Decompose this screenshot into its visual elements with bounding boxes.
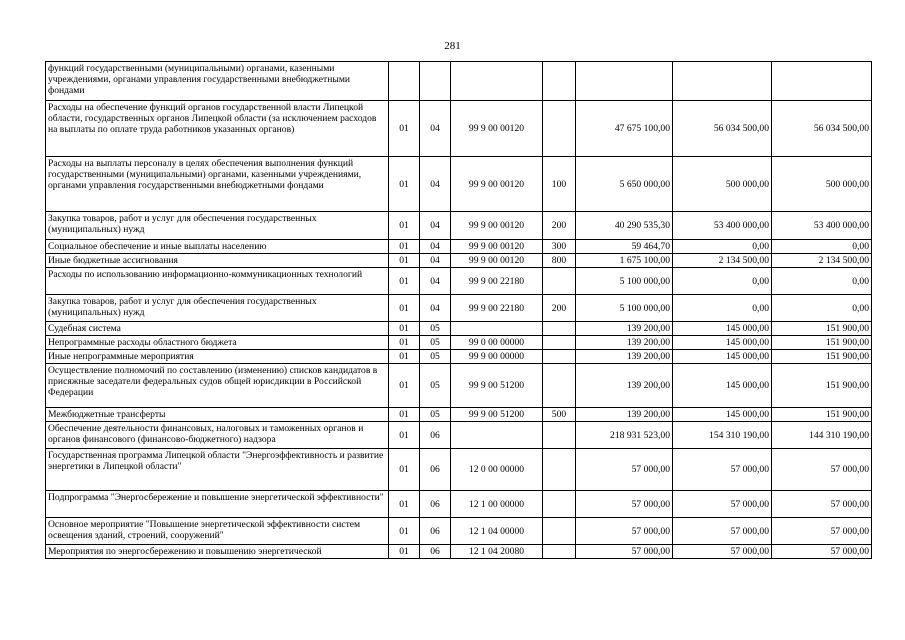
cell-rz: 01 <box>389 157 420 212</box>
table-row <box>46 518 872 545</box>
cell-name: функций государственными (муниципальными) органами, казенными учреждениями, органами управления государственными внебюджетными фондами <box>46 62 389 101</box>
cell-vr <box>543 268 576 295</box>
cell-y1: 57 000,00 <box>576 545 673 559</box>
cell-rz: 01 <box>389 295 420 322</box>
cell-y2: 56 034 500,00 <box>673 101 772 157</box>
cell-y1: 139 200,00 <box>576 336 673 350</box>
cell-rz: 01 <box>389 322 420 336</box>
cell-csr: 99 9 00 22180 <box>451 295 543 322</box>
cell-pr: 04 <box>420 268 451 295</box>
cell-y2: 57 000,00 <box>673 518 772 545</box>
cell-name: Расходы на выплаты персоналу в целях обеспечения выполнения функций государственными (муниципальными) органами, казенными учреждениями, органами управления государственными внебюджетными фондами <box>46 157 389 212</box>
cell-y2: 500 000,00 <box>673 157 772 212</box>
cell-name: Расходы по использованию информационно-коммуникационных технологий <box>46 268 389 295</box>
table-row <box>46 254 872 268</box>
cell-y1: 57 000,00 <box>576 491 673 518</box>
cell-name: Закупка товаров, работ и услуг для обеспечения государственных (муниципальных) нужд <box>46 295 389 322</box>
cell-pr: 05 <box>420 364 451 408</box>
budget-table <box>45 61 872 559</box>
cell-rz: 01 <box>389 449 420 491</box>
table-row <box>46 157 872 212</box>
cell-csr: 99 9 00 00120 <box>451 101 543 157</box>
cell-y2: 53 400 000,00 <box>673 212 772 240</box>
cell-name: Закупка товаров, работ и услуг для обеспечения государственных (муниципальных) нужд <box>46 212 389 240</box>
cell-name: Осуществление полномочий по составлению (изменению) списков кандидатов в присяжные заседатели федеральных судов общей юрисдикции в Российской Федерации <box>46 364 389 408</box>
table-row <box>46 336 872 350</box>
cell-y3: 2 134 500,00 <box>772 254 872 268</box>
cell-vr: 100 <box>543 157 576 212</box>
table-row <box>46 268 872 295</box>
cell-rz: 01 <box>389 254 420 268</box>
table-row <box>46 212 872 240</box>
cell-vr <box>543 422 576 449</box>
cell-y1: 139 200,00 <box>576 350 673 364</box>
table-row <box>46 62 872 101</box>
cell-name: Расходы на обеспечение функций органов государственной власти Липецкой области, государственных органов Липецкой области (за исключением расходов на выплаты по оплате труда работников указанных органов) <box>46 101 389 157</box>
cell-rz <box>389 62 420 101</box>
cell-csr: 99 9 00 00120 <box>451 254 543 268</box>
cell-rz: 01 <box>389 518 420 545</box>
cell-name: Социальное обеспечение и иные выплаты населению <box>46 240 389 254</box>
table-row <box>46 322 872 336</box>
table-row <box>46 422 872 449</box>
table-row <box>46 408 872 422</box>
cell-y2: 145 000,00 <box>673 408 772 422</box>
cell-name: Иные непрограммные мероприятия <box>46 350 389 364</box>
table-row <box>46 240 872 254</box>
cell-y3: 56 034 500,00 <box>772 101 872 157</box>
cell-name: Обеспечение деятельности финансовых, налоговых и таможенных органов и органов финансового (финансово-бюджетного) надзора <box>46 422 389 449</box>
cell-rz: 01 <box>389 240 420 254</box>
cell-y3 <box>772 62 872 101</box>
cell-vr <box>543 518 576 545</box>
cell-csr: 12 1 04 00000 <box>451 518 543 545</box>
page-number: 281 <box>444 40 461 52</box>
cell-pr <box>420 62 451 101</box>
cell-name: Государственная программа Липецкой области "Энергоэффективность и развитие энергетики в Липецкой области" <box>46 449 389 491</box>
cell-y3: 57 000,00 <box>772 449 872 491</box>
cell-y3: 0,00 <box>772 268 872 295</box>
cell-rz: 01 <box>389 491 420 518</box>
cell-name: Судебная система <box>46 322 389 336</box>
cell-rz: 01 <box>389 408 420 422</box>
cell-vr <box>543 364 576 408</box>
cell-y3: 57 000,00 <box>772 518 872 545</box>
cell-y1: 5 650 000,00 <box>576 157 673 212</box>
cell-y2: 145 000,00 <box>673 336 772 350</box>
cell-y2: 145 000,00 <box>673 364 772 408</box>
cell-name: Основное мероприятие "Повышение энергетической эффективности систем освещения зданий, строений, сооружений" <box>46 518 389 545</box>
cell-name: Мероприятия по энергосбережению и повышению энергетической <box>46 545 389 559</box>
cell-vr <box>543 322 576 336</box>
cell-csr: 99 0 00 00000 <box>451 336 543 350</box>
cell-y3: 144 310 190,00 <box>772 422 872 449</box>
cell-vr: 800 <box>543 254 576 268</box>
cell-pr: 04 <box>420 101 451 157</box>
cell-y1: 47 675 100,00 <box>576 101 673 157</box>
cell-csr <box>451 422 543 449</box>
cell-y1: 5 100 000,00 <box>576 268 673 295</box>
cell-y1: 5 100 000,00 <box>576 295 673 322</box>
cell-y2: 0,00 <box>673 268 772 295</box>
cell-name: Подпрограмма "Энергосбережение и повышение энергетической эффективности" <box>46 491 389 518</box>
cell-vr <box>543 449 576 491</box>
cell-y1 <box>576 62 673 101</box>
cell-pr: 06 <box>420 545 451 559</box>
cell-csr <box>451 322 543 336</box>
cell-y2: 0,00 <box>673 240 772 254</box>
cell-y2: 57 000,00 <box>673 545 772 559</box>
cell-vr <box>543 336 576 350</box>
cell-pr: 05 <box>420 350 451 364</box>
cell-y1: 1 675 100,00 <box>576 254 673 268</box>
cell-pr: 04 <box>420 157 451 212</box>
cell-rz: 01 <box>389 268 420 295</box>
cell-pr: 04 <box>420 240 451 254</box>
table-row <box>46 545 872 559</box>
table-row <box>46 101 872 157</box>
cell-csr: 12 1 04 20080 <box>451 545 543 559</box>
cell-y3: 151 900,00 <box>772 336 872 350</box>
cell-csr: 99 9 00 22180 <box>451 268 543 295</box>
cell-y2: 0,00 <box>673 295 772 322</box>
cell-y3: 53 400 000,00 <box>772 212 872 240</box>
table-row <box>46 364 872 408</box>
cell-y3: 151 900,00 <box>772 364 872 408</box>
cell-y3: 57 000,00 <box>772 545 872 559</box>
cell-csr: 99 9 00 00120 <box>451 157 543 212</box>
cell-pr: 05 <box>420 336 451 350</box>
table-row <box>46 350 872 364</box>
cell-pr: 05 <box>420 322 451 336</box>
cell-csr: 99 9 00 51200 <box>451 408 543 422</box>
cell-y2 <box>673 62 772 101</box>
cell-name: Непрограммные расходы областного бюджета <box>46 336 389 350</box>
table-row <box>46 449 872 491</box>
cell-vr: 200 <box>543 295 576 322</box>
cell-csr: 99 9 00 00120 <box>451 240 543 254</box>
cell-y2: 145 000,00 <box>673 322 772 336</box>
cell-y3: 151 900,00 <box>772 322 872 336</box>
cell-vr <box>543 545 576 559</box>
cell-csr: 12 1 00 00000 <box>451 491 543 518</box>
cell-vr <box>543 350 576 364</box>
cell-vr <box>543 491 576 518</box>
cell-y1: 57 000,00 <box>576 449 673 491</box>
cell-csr: 99 9 00 00000 <box>451 350 543 364</box>
cell-name: Межбюджетные трансферты <box>46 408 389 422</box>
cell-rz: 01 <box>389 212 420 240</box>
cell-y1: 139 200,00 <box>576 364 673 408</box>
cell-y2: 2 134 500,00 <box>673 254 772 268</box>
cell-csr: 99 9 00 51200 <box>451 364 543 408</box>
cell-pr: 06 <box>420 449 451 491</box>
cell-y3: 0,00 <box>772 295 872 322</box>
cell-rz: 01 <box>389 101 420 157</box>
cell-y3: 151 900,00 <box>772 350 872 364</box>
cell-pr: 04 <box>420 254 451 268</box>
cell-vr: 300 <box>543 240 576 254</box>
cell-csr: 99 9 00 00120 <box>451 212 543 240</box>
cell-y2: 154 310 190,00 <box>673 422 772 449</box>
cell-pr: 06 <box>420 518 451 545</box>
cell-y2: 57 000,00 <box>673 449 772 491</box>
cell-csr: 12 0 00 00000 <box>451 449 543 491</box>
cell-rz: 01 <box>389 422 420 449</box>
cell-pr: 06 <box>420 422 451 449</box>
cell-rz: 01 <box>389 364 420 408</box>
cell-vr: 500 <box>543 408 576 422</box>
cell-pr: 04 <box>420 212 451 240</box>
table-row <box>46 491 872 518</box>
cell-pr: 06 <box>420 491 451 518</box>
cell-rz: 01 <box>389 350 420 364</box>
cell-name: Иные бюджетные ассигнования <box>46 254 389 268</box>
cell-y1: 40 290 535,30 <box>576 212 673 240</box>
cell-y3: 500 000,00 <box>772 157 872 212</box>
cell-rz: 01 <box>389 336 420 350</box>
cell-vr: 200 <box>543 212 576 240</box>
cell-y1: 139 200,00 <box>576 322 673 336</box>
cell-vr <box>543 62 576 101</box>
table-row <box>46 295 872 322</box>
cell-y3: 151 900,00 <box>772 408 872 422</box>
cell-pr: 04 <box>420 295 451 322</box>
cell-rz: 01 <box>389 545 420 559</box>
cell-csr <box>451 62 543 101</box>
cell-pr: 05 <box>420 408 451 422</box>
cell-vr <box>543 101 576 157</box>
cell-y2: 145 000,00 <box>673 350 772 364</box>
cell-y1: 57 000,00 <box>576 518 673 545</box>
cell-y3: 57 000,00 <box>772 491 872 518</box>
cell-y3: 0,00 <box>772 240 872 254</box>
cell-y1: 139 200,00 <box>576 408 673 422</box>
cell-y1: 218 931 523,00 <box>576 422 673 449</box>
cell-y1: 59 464,70 <box>576 240 673 254</box>
cell-y2: 57 000,00 <box>673 491 772 518</box>
